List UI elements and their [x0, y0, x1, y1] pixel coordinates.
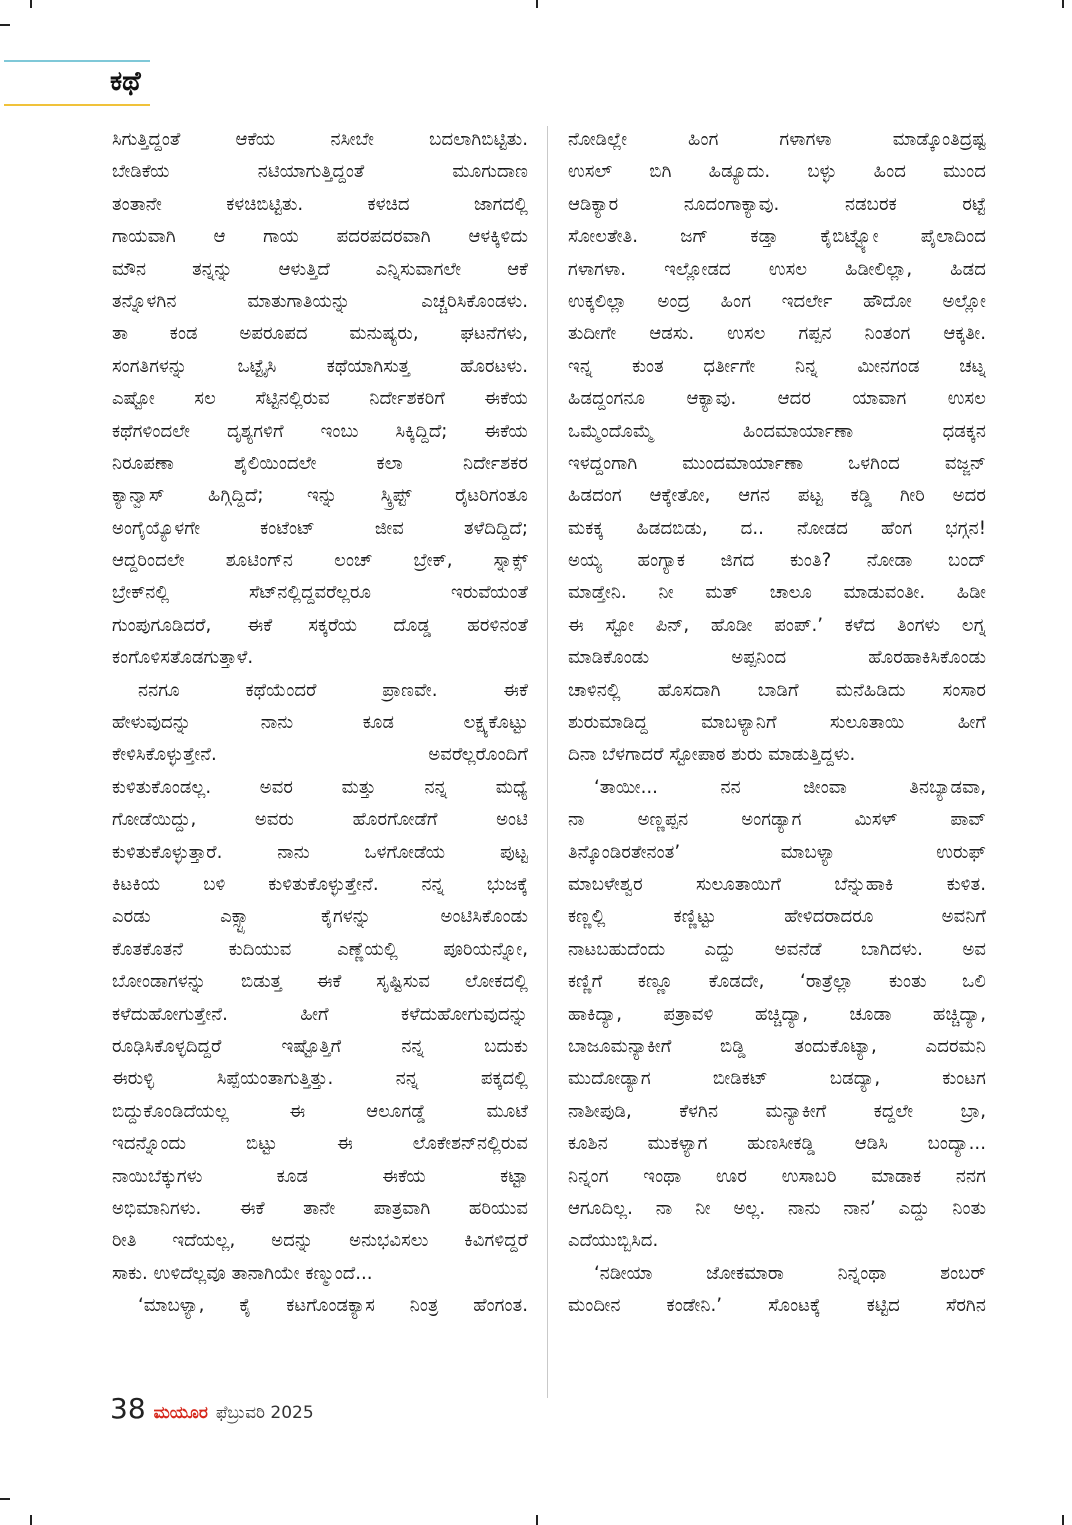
- text-line: ಕಣ್ಣಲ್ಲಿ ಕಣ್ಣಿಟ್ಟು ಹೇಳಿದರಾದರೂ ಅವನಿಗೆ: [568, 906, 986, 928]
- text-line: ಅಯ್ಯ ಹಂಗ್ಯಾಕ ಜಿಗದ ಕುಂತಿ? ನೋಡಾ ಬಂದ್: [568, 550, 986, 572]
- text-line: ನಾಶೀಪುಡಿ, ಕೆಳಗಿನ ಮನ್ಯಾಕೀಗೆ ಕದ್ದಲೇ ಬ್ರಾ,: [568, 1100, 986, 1122]
- text-line: ಶುರುಮಾಡಿದ್ದ ಮಾಬಳ್ಯಾನಿಗೆ ಸುಲೂತಾಯಿ ಹೀಗೆ: [568, 712, 986, 734]
- text-line: ತಿನ್ಕೊಂಡಿರತೇನಂತ’ ಮಾಬಳ್ಯಾ ಉರುಫ್: [568, 841, 986, 863]
- text-line: ಅಂಗೈಯ್ಯೊಳಗೇ ಕಂಟೆಂಟ್ ಜೀವ ತಳೆದಿದ್ದಿದೆ;: [112, 517, 528, 539]
- crop-mark: [0, 24, 10, 26]
- text-line: ಗೋಡೆಯಿದ್ದು, ಅವರು ಹೊರಗೋಡೆಗೆ ಅಂಟಿ: [112, 809, 528, 831]
- text-line: ಉಕ್ಕಲಿಲ್ಲಾ ಅಂದ್ರ ಹಿಂಗ ಇದರ್ಲೇ ಹೌದೋ ಅಲ್ಲೋ: [568, 290, 986, 312]
- magazine-name: ಮಯೂರ: [153, 1403, 208, 1423]
- text-line: ತನ್ನೊಳಗಿನ ಮಾತುಗಾತಿಯನ್ನು ಎಚ್ಚರಿಸಿಕೊಂಡಳು.: [112, 290, 528, 312]
- text-line: ನಿನ್ನಂಗ ಇಂಥಾ ಊರ ಉಸಾಬರಿ ಮಾಡಾಕ ನನಗ: [568, 1165, 986, 1187]
- text-line: ಈರುಳ್ಳಿ ಸಿಪ್ಪೆಯಂತಾಗುತ್ತಿತ್ತು. ನನ್ನ ಪಕ್ಕದಲ್ಲಿ: [112, 1068, 528, 1090]
- text-line: ಹಿಡದಂಗ ಆಕ್ಕೇತೋ, ಆಗನ ಪಟ್ಟ ಕಡ್ಡಿ ಗೀರಿ ಅದರ: [568, 485, 986, 507]
- text-line: ಮಾಡ್ತೇನಿ. ನೀ ಮತ್ ಚಾಲೂ ಮಾಡುವಂತೀ. ಹಿಡೀ: [568, 582, 986, 604]
- text-line: ಕುಳಿತುಕೊಂಡಲ್ಲ. ಅವರ ಮತ್ತು ನನ್ನ ಮಧ್ಯೆ: [112, 776, 528, 798]
- text-line: ಮಂದೀನ ಕಂಡೇನಿ.’ ಸೊಂಟಕ್ಕೆ ಕಟ್ಟಿದ ಸೆರಗಿನ: [568, 1295, 986, 1317]
- text-line: ನಾಯಿಬೆಕ್ಕುಗಳು ಕೂಡ ಈಕೆಯ ಕಟ್ಟಾ: [112, 1165, 528, 1187]
- text-line: ಮುದೋಡ್ಯಾಗ ಬೀಡಿಕಟ್ ಬಡದ್ಯಾ, ಕುಂಟಗ: [568, 1068, 986, 1090]
- crop-mark: [536, 0, 538, 8]
- text-line: ತಂತಾನೇ ಕಳಚಿಬಿಟ್ಟಿತು. ಕಳಚಿದ ಜಾಗದಲ್ಲಿ: [112, 193, 528, 215]
- text-line: ಒಮ್ಮೆಂದೊಮ್ಮೆ ಹಿಂದಮಾರ್ಯಾಣಾ ಧಡಕ್ಕನ: [568, 420, 986, 442]
- text-line: ಚಾಳಿನಲ್ಲಿ ಹೊಸದಾಗಿ ಬಾಡಿಗೆ ಮನೆಹಿಡಿದು ಸಂಸಾರ: [568, 679, 986, 701]
- text-line: ಹಿಡದ್ದಂಗನೂ ಆಕ್ಯಾವು. ಆದರ ಯಾವಾಗ ಉಸಲ: [568, 388, 986, 410]
- text-line: ಕಣ್ಣಿಗೆ ಕಣ್ಣೂ ಕೊಡದೇ, ‘ರಾತ್ರೆಲ್ಲಾ ಕುಂತು ಒಲಿ: [568, 971, 986, 993]
- text-line: ಮಾಬಳೇಶ್ವರ ಸುಲೂತಾಯಿಗೆ ಬೆನ್ನುಹಾಕಿ ಕುಳಿತ.: [568, 873, 986, 895]
- section-rule-top: [4, 60, 150, 62]
- text-line: ಕ್ಯಾನ್ವಾಸ್ ಹಿಗ್ಗಿದ್ದಿದೆ; ಇನ್ನು ಸ್ಕ್ರಿಪ್ಟ್ ರೈಟರಿಗಂತೂ: [112, 485, 528, 507]
- text-line: ಉಸಲ್ ಬಿಗಿ ಹಿಡ್ಯೂದು. ಬಳ್ಳು ಹಿಂದ ಮುಂದ: [568, 161, 986, 183]
- text-line: ಕಂಗೊಳಿಸತೊಡಗುತ್ತಾಳೆ.: [112, 647, 254, 669]
- text-line: ಮೌನ ತನ್ನನ್ನು ಆಳುತ್ತಿದೆ ಎನ್ನಿಸುವಾಗಲೇ ಆಕೆ: [112, 258, 528, 280]
- text-line: ಆಡಿಕ್ಯಾರ ನೂದಂಗಾಕ್ಯಾವು. ನಡಬರಕ ರಟ್ಟೆ: [568, 193, 986, 215]
- text-line: ಎಷ್ಟೋ ಸಲ ಸೆಟ್ಟಿನಲ್ಲಿರುವ ನಿರ್ದೇಶಕರಿಗೆ ಈಕೆಯ: [112, 388, 528, 410]
- text-line: ಗುಂಪುಗೂಡಿದರೆ, ಈಕೆ ಸಕ್ಕರೆಯ ದೊಡ್ಡ ಹರಳಿನಂತೆ: [112, 614, 528, 636]
- text-line: ದಿನಾ ಬೆಳಗಾದರೆ ಸ್ಟೋಪಾಠ ಶುರು ಮಾಡುತ್ತಿದ್ದಳು.: [568, 744, 856, 766]
- text-line: ತಾ ಕಂಡ ಅಪರೂಪದ ಮನುಷ್ಯರು, ಘಟನೆಗಳು,: [112, 323, 528, 345]
- text-line: ಅಭಿಮಾನಿಗಳು. ಈಕೆ ತಾನೇ ಪಾತ್ರವಾಗಿ ಹರಿಯುವ: [112, 1197, 528, 1219]
- text-line: ಎರಡು ಎಕ್ಸ್ಟ್ರಾ ಕೈಗಳನ್ನು ಅಂಟಿಸಿಕೊಂಡು: [112, 906, 528, 928]
- issue-date: ಫೆಬ್ರುವರಿ 2025: [215, 1403, 314, 1423]
- text-line: ಸಂಗತಿಗಳನ್ನು ಒಟ್ಟೈಸಿ ಕಥೆಯಾಗಿಸುತ್ತ ಹೊರಟಳು.: [112, 355, 528, 377]
- text-line: ಗಳಾಗಳಾ. ಇಲ್ಲೋಡದ ಉಸಲ ಹಿಡೀಲಿಲ್ಲಾ, ಹಿಡದ: [568, 258, 986, 280]
- text-line: ಬೇಡಿಕೆಯ ನಟಿಯಾಗುತ್ತಿದ್ದಂತೆ ಮೂಗುದಾಣ: [112, 161, 528, 183]
- text-line: ಕೂಶಿನ ಮುಕಳ್ಯಾಗ ಹುಣಸೀಕಡ್ಡಿ ಆಡಿಸಿ ಬಂದ್ಯಾ...: [568, 1133, 986, 1155]
- text-line: ಆದ್ದರಿಂದಲೇ ಶೂಟಿಂಗ್‌ನ ಲಂಚ್ ಬ್ರೇಕ್, ಸ್ನಾಕ್ಸ್: [112, 550, 528, 572]
- page-footer: [110, 1392, 314, 1432]
- text-line: ಗಾಯವಾಗಿ ಆ ಗಾಯ ಪದರಪದರವಾಗಿ ಆಳಕ್ಕಿಳಿದು: [112, 226, 528, 248]
- text-line: ಸಿಗುತ್ತಿದ್ದಂತೆ ಆಕೆಯ ನಸೀಬೇ ಬದಲಾಗಿಬಿಟ್ಟಿತು.: [112, 129, 528, 150]
- text-line: ಸೋಲತೇತಿ. ಜಗ್ ಕಡ್ತಾ ಕೈಬಿಟ್ಟ್ಯೋ ಪೈಲಾದಿಂದ: [568, 226, 986, 248]
- text-line: ಹಾಕಿದ್ಯಾ, ಪತ್ರಾವಳಿ ಹಚ್ಚಿದ್ಯಾ, ಚೂಡಾ ಹಚ್ಚಿದ್ಯಾ,: [568, 1003, 986, 1025]
- text-line: ರೀತಿ ಇದೆಯಲ್ಲ, ಅದನ್ನು ಅನುಭವಿಸಲು ಕಿವಿಗಳಿದ್ದರೆ: [112, 1230, 528, 1252]
- text-line: ಇಳದ್ದಂಗಾಗಿ ಮುಂದಮಾರ್ಯಾಣಾ ಒಳಗಿಂದ ವಜ್ಜನ್: [568, 452, 986, 474]
- text-line: ಬಾಜೂಮನ್ಯಾಕೀಗೆ ಬಿಡ್ಡಿ ತಂದುಕೊಟ್ಯಾ, ಎದರಮನಿ: [568, 1035, 986, 1057]
- text-line: ಎದೆಯುಬ್ಬಿಸಿದ.: [568, 1230, 659, 1252]
- text-line: ಕಳೆದುಹೋಗುತ್ತೇನೆ. ಹೀಗೆ ಕಳೆದುಹೋಗುವುದನ್ನು: [112, 1003, 528, 1025]
- text-line: ನಾ ಅಣ್ಣಪ್ಪನ ಅಂಗಡ್ಯಾಗ ಮಿಸಳ್ ಪಾವ್: [568, 809, 986, 831]
- text-line: ಕಥೆಗಳಿಂದಲೇ ದೃಶ್ಯಗಳಿಗೆ ಇಂಬು ಸಿಕ್ಕಿದ್ದಿದೆ; ಈಕೆಯ: [112, 420, 528, 442]
- text-line: ಇನ್ನ ಕುಂತ ಧರ್ತೀಗೇ ನಿನ್ನ ಮೀನಗಂಡ ಚಟ್ನ: [568, 355, 986, 377]
- text-line: ಬೋಂಡಾಗಳನ್ನು ಬಿಡುತ್ತ ಈಕೆ ಸೃಷ್ಟಿಸುವ ಲೋಕದಲ್ಲಿ: [112, 971, 528, 993]
- text-line: ಹೇಳುವುದನ್ನು ನಾನು ಕೂಡ ಲಕ್ಷ್ಯಕೊಟ್ಟು: [112, 712, 528, 734]
- crop-mark: [1062, 0, 1064, 8]
- page-number: 38: [110, 1392, 146, 1425]
- text-column-left: [112, 124, 528, 1322]
- text-line: ರೂಢಿಸಿಕೊಳ್ಳದಿದ್ದರೆ ಇಷ್ಟೊತ್ತಿಗೆ ನನ್ನ ಬದುಕು: [112, 1035, 528, 1057]
- text-line: ಇದನ್ನೊಂದು ಬಿಟ್ಟು ಈ ಲೊಕೇಶನ್‌ನಲ್ಲಿರುವ: [112, 1133, 528, 1155]
- text-line: ಈ ಸ್ಟೋ ಪಿನ್, ಹೊಡೀ ಪಂಪ್.’ ಕಳೆದ ತಿಂಗಳು ಲಗ್ನ: [568, 614, 986, 636]
- text-line: ‘ಮಾಬಳ್ಯಾ, ಕೈ ಕಟಗೊಂಡಕ್ಯಾಸ ನಿಂತ್ರ ಹೆಂಗಂತ.: [138, 1295, 528, 1317]
- text-line: ನಾಟಬಹುದೆಂದು ಎದ್ದು ಅವನೆಡೆ ಬಾಗಿದಳು. ಅವ: [568, 938, 986, 960]
- crop-mark: [536, 1515, 538, 1525]
- section-rule-bottom: [4, 104, 150, 106]
- text-line: ಕಿಟಕಿಯ ಬಳಿ ಕುಳಿತುಕೊಳ್ಳುತ್ತೇನೆ. ನನ್ನ ಭುಜಕ್ಕೆ: [112, 873, 528, 895]
- text-line: ಬ್ರೇಕ್‌ನಲ್ಲಿ ಸೆಟ್‌ನಲ್ಲಿದ್ದವರೆಲ್ಲರೂ ಇರುವೆಯಂತೆ: [112, 582, 528, 604]
- text-line: ಸಾಕು. ಉಳಿದೆಲ್ಲವೂ ತಾನಾಗಿಯೇ ಕಣ್ಮುಂದೆ...: [112, 1262, 373, 1284]
- text-line: ಬಿದ್ದುಕೊಂಡಿದೆಯಲ್ಲ ಈ ಆಲೂಗಡ್ಡೆ ಮೂಟೆ: [112, 1100, 528, 1122]
- crop-mark: [1062, 1515, 1064, 1525]
- crop-mark: [30, 0, 32, 8]
- text-line: ತುದೀಗೇ ಆಡಸು. ಉಸಲ ಗಪ್ಪನ ನಿಂತಂಗ ಆಕ್ಕತೀ.: [568, 323, 986, 345]
- section-label: ಕಥೆ: [110, 66, 141, 97]
- text-line: ಮಕಕ್ಕ ಹಿಡದಬಿಡು, ದ.. ನೋಡದ ಹೆಂಗ ಭಗ್ಗನ!: [568, 517, 986, 539]
- text-line: ನಿರೂಪಣಾ ಶೈಲಿಯಿಂದಲೇ ಕಲಾ ನಿರ್ದೇಶಕರ: [112, 452, 528, 474]
- text-line: ನನಗೂ ಕಥೆಯೆಂದರೆ ಪ್ರಾಣವೇ. ಈಕೆ: [138, 679, 528, 701]
- text-line: ಕೇಳಿಸಿಕೊಳ್ಳುತ್ತೇನೆ. ಅವರೆಲ್ಲರೊಂದಿಗೆ: [112, 744, 528, 766]
- text-line: ‘ತಾಯೀ... ನನ ಜೀಂವಾ ತಿನಬ್ಯಾಡವಾ,: [594, 776, 986, 798]
- column-divider: [547, 126, 548, 1398]
- text-line: ಕುಳಿತುಕೊಳ್ಳುತ್ತಾರೆ. ನಾನು ಒಳಗೋಡೆಯ ಪುಟ್ಟ: [112, 841, 528, 863]
- crop-mark: [0, 1498, 10, 1500]
- text-line: ನೋಡಿಲ್ಲೇ ಹಿಂಗ ಗಳಾಗಳಾ ಮಾಡ್ಕೊಂತಿದ್ರಷ್ಟ: [568, 129, 986, 150]
- text-column-right: [568, 124, 986, 1322]
- text-line: ‘ನಡೀಯಾ ಜೋಕಮಾರಾ ನಿನ್ನಂಥಾ ಶಂಬರ್: [594, 1262, 986, 1284]
- text-line: ಮಾಡಿಕೊಂಡು ಅಪ್ಪನಿಂದ ಹೊರಹಾಕಿಸಿಕೊಂಡು: [568, 647, 986, 669]
- text-line: ಕೊತಕೊತನೆ ಕುದಿಯುವ ಎಣ್ಣೆಯಲ್ಲಿ ಪೂರಿಯನ್ನೋ,: [112, 938, 528, 960]
- text-line: ಆಗೂದಿಲ್ಲ. ನಾ ನೀ ಅಲ್ಲ. ನಾನು ನಾನ’ ಎದ್ದು ನಿಂತು: [568, 1197, 986, 1219]
- crop-mark: [30, 1515, 32, 1525]
